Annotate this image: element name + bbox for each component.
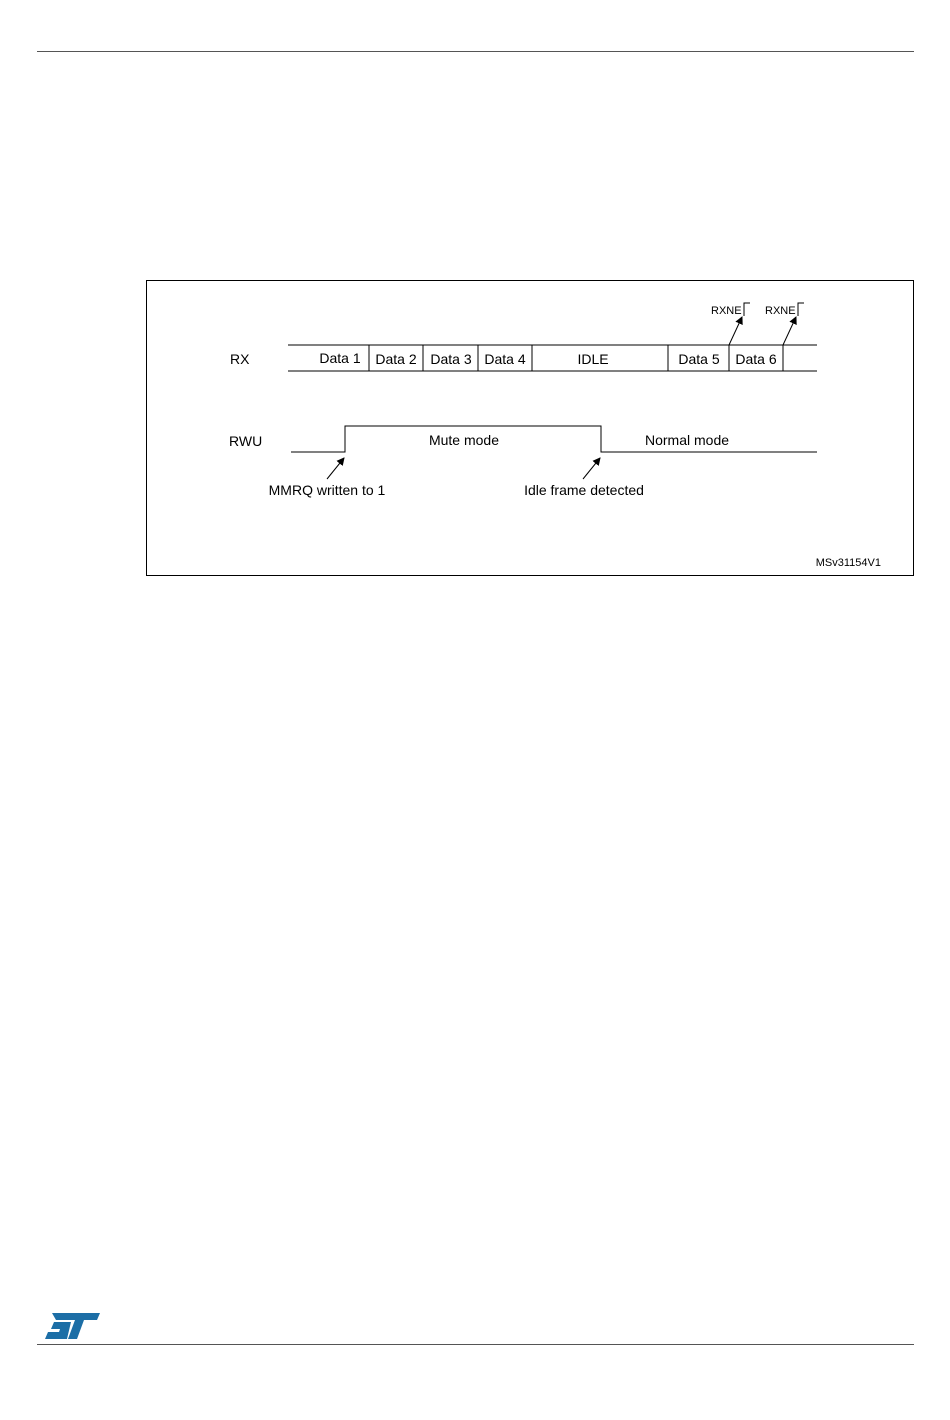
rxne-rising-edge-icon (744, 303, 750, 316)
rxne-flag-label-2: RXNE (765, 305, 796, 317)
rxne-pointer-arrow-icon (729, 317, 742, 345)
rx-frame-idle: IDLE (577, 351, 609, 367)
header-rule (37, 51, 914, 52)
figure-id: MSv31154V1 (815, 557, 881, 569)
rx-frame-data-1: Data 1 (319, 350, 361, 366)
rx-frame-data-2: Data 2 (375, 351, 417, 367)
rwu-mute-mode-label: Mute mode (428, 432, 500, 448)
mmrq-arrow-icon (327, 458, 344, 479)
st-logo-text: ST (44, 1311, 46, 1312)
rxne-pointer-arrow-icon (783, 317, 796, 345)
mute-mode-timing-diagram (146, 280, 914, 576)
rwu-normal-mode-label: Normal mode (644, 432, 730, 448)
rx-frame-data-4: Data 4 (484, 351, 526, 367)
idle-detected-arrow-icon (583, 458, 600, 479)
idle-detected-annotation: Idle frame detected (524, 482, 644, 498)
rwu-waveform (291, 426, 817, 452)
rxne-flag-label-1: RXNE (711, 305, 742, 317)
rwu-signal-label: RWU (229, 433, 263, 449)
rx-frame-data-5: Data 5 (678, 351, 720, 367)
rx-signal-label: RX (230, 351, 250, 367)
mmrq-annotation: MMRQ written to 1 (268, 482, 386, 498)
rxne-rising-edge-icon (798, 303, 804, 316)
timing-diagram-svg (147, 281, 913, 575)
footer-rule (37, 1344, 914, 1345)
st-logo-icon (44, 1311, 102, 1341)
rx-frame-data-6: Data 6 (735, 351, 777, 367)
rx-frame-data-3: Data 3 (430, 351, 472, 367)
